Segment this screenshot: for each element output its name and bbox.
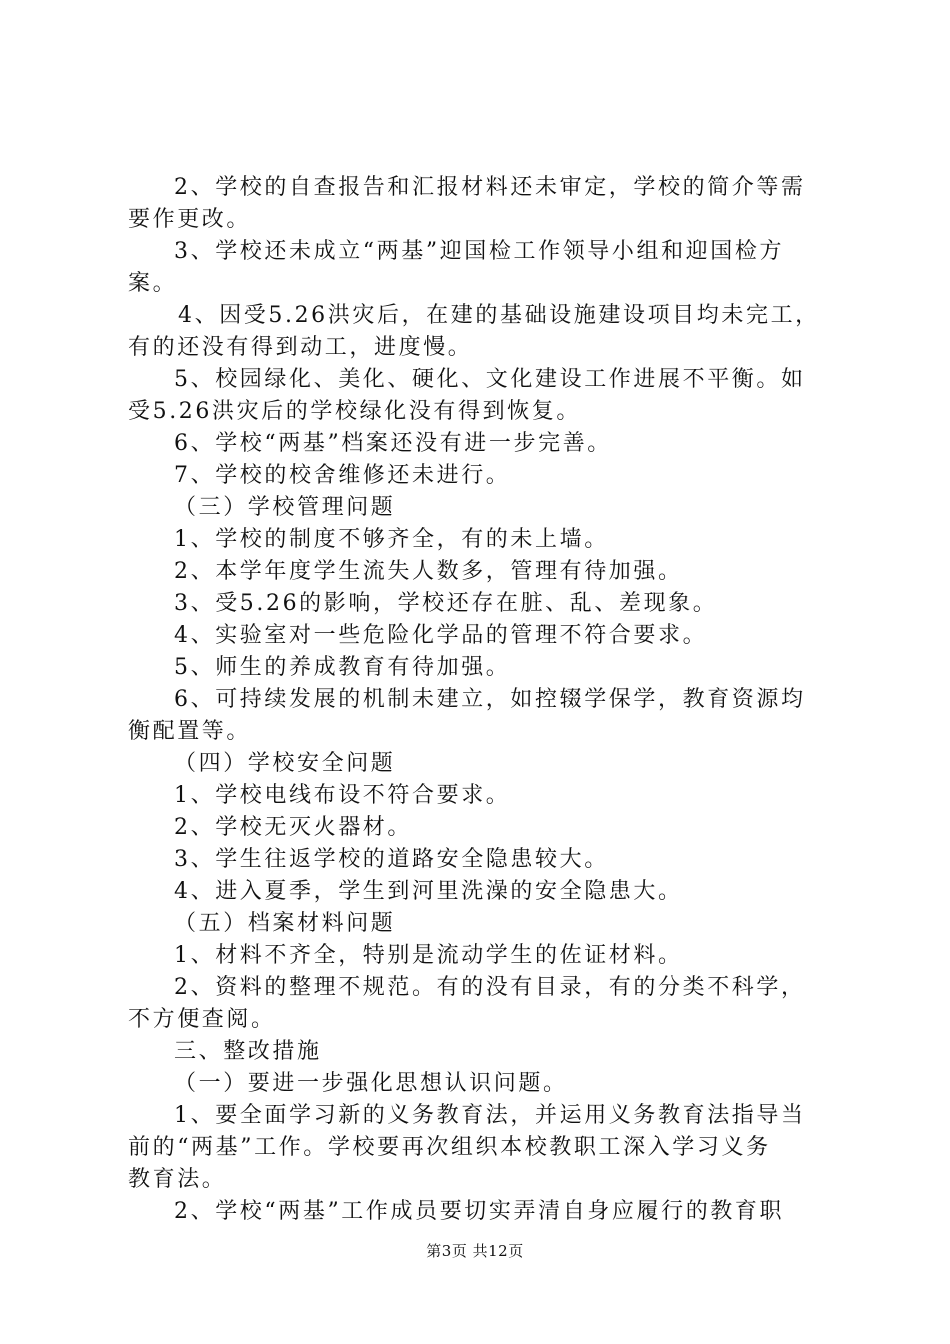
text-line: 5、师生的养成教育有待加强。 [174,655,511,680]
text-line: 6、可持续发展的机制未建立，如控辍学保学，教育资源均 [174,687,806,712]
text-line: 6、学校“两基”档案还没有进一步完善。 [174,431,612,456]
text-line: 教育法。 [128,1167,227,1192]
text-line: 3、学校还未成立“两基”迎国检工作领导小组和迎国检方 [174,239,785,264]
text-line: 4、因受5.26洪灾后，在建的基础设施建设项目均未完工， [178,303,820,328]
text-line: 不方便查阅。 [128,1007,276,1032]
text-line: 2、学校的自查报告和汇报材料还未审定，学校的简介等需 [174,175,806,200]
text-line: 4、进入夏季，学生到河里洗澡的安全隐患大。 [174,879,683,904]
text-line: 1、要全面学习新的义务教育法，并运用义务教育法指导当 [174,1103,806,1128]
text-line: 有的还没有得到动工，进度慢。 [128,335,473,360]
document-body [128,172,834,1228]
text-line: （四）学校安全问题 [174,751,396,776]
text-line: 4、实验室对一些危险化学品的管理不符合要求。 [174,623,708,648]
text-line: （五）档案材料问题 [174,911,396,936]
page-footer: 第3页 共12页 [426,1242,524,1260]
text-line: 3、学生往返学校的道路安全隐患较大。 [174,847,609,872]
text-line: 2、本学年度学生流失人数多，管理有待加强。 [174,559,683,584]
text-line: 2、学校无灭火器材。 [174,815,412,840]
text-line: 3、受5.26的影响，学校还存在脏、乱、差现象。 [174,591,718,616]
text-line: 5、校园绿化、美化、硬化、文化建设工作进展不平衡。如 [174,367,806,392]
text-line: （一）要进一步强化思想认识问题。 [174,1071,568,1096]
text-line: 衡配置等。 [128,719,252,744]
text-line: 1、材料不齐全，特别是流动学生的佐证材料。 [174,943,683,968]
text-line: 1、学校的制度不够齐全，有的未上墙。 [174,527,609,552]
text-line: 三、整改措施 [174,1039,322,1064]
text-line: 2、资料的整理不规范。有的没有目录，有的分类不科学， [174,975,806,1000]
text-line: 案。 [128,271,178,296]
text-line: 1、学校电线布设不符合要求。 [174,783,511,808]
text-line: （三）学校管理问题 [174,495,396,520]
text-line: 2、学校“两基”工作成员要切实弄清自身应履行的教育职 [174,1199,785,1224]
text-line: 受5.26洪灾后的学校绿化没有得到恢复。 [128,399,581,424]
text-line: 前的“两基”工作。学校要再次组织本校教职工深入学习义务 [128,1135,771,1160]
text-line: 7、学校的校舍维修还未进行。 [174,463,511,488]
text-line: 要作更改。 [128,207,252,232]
